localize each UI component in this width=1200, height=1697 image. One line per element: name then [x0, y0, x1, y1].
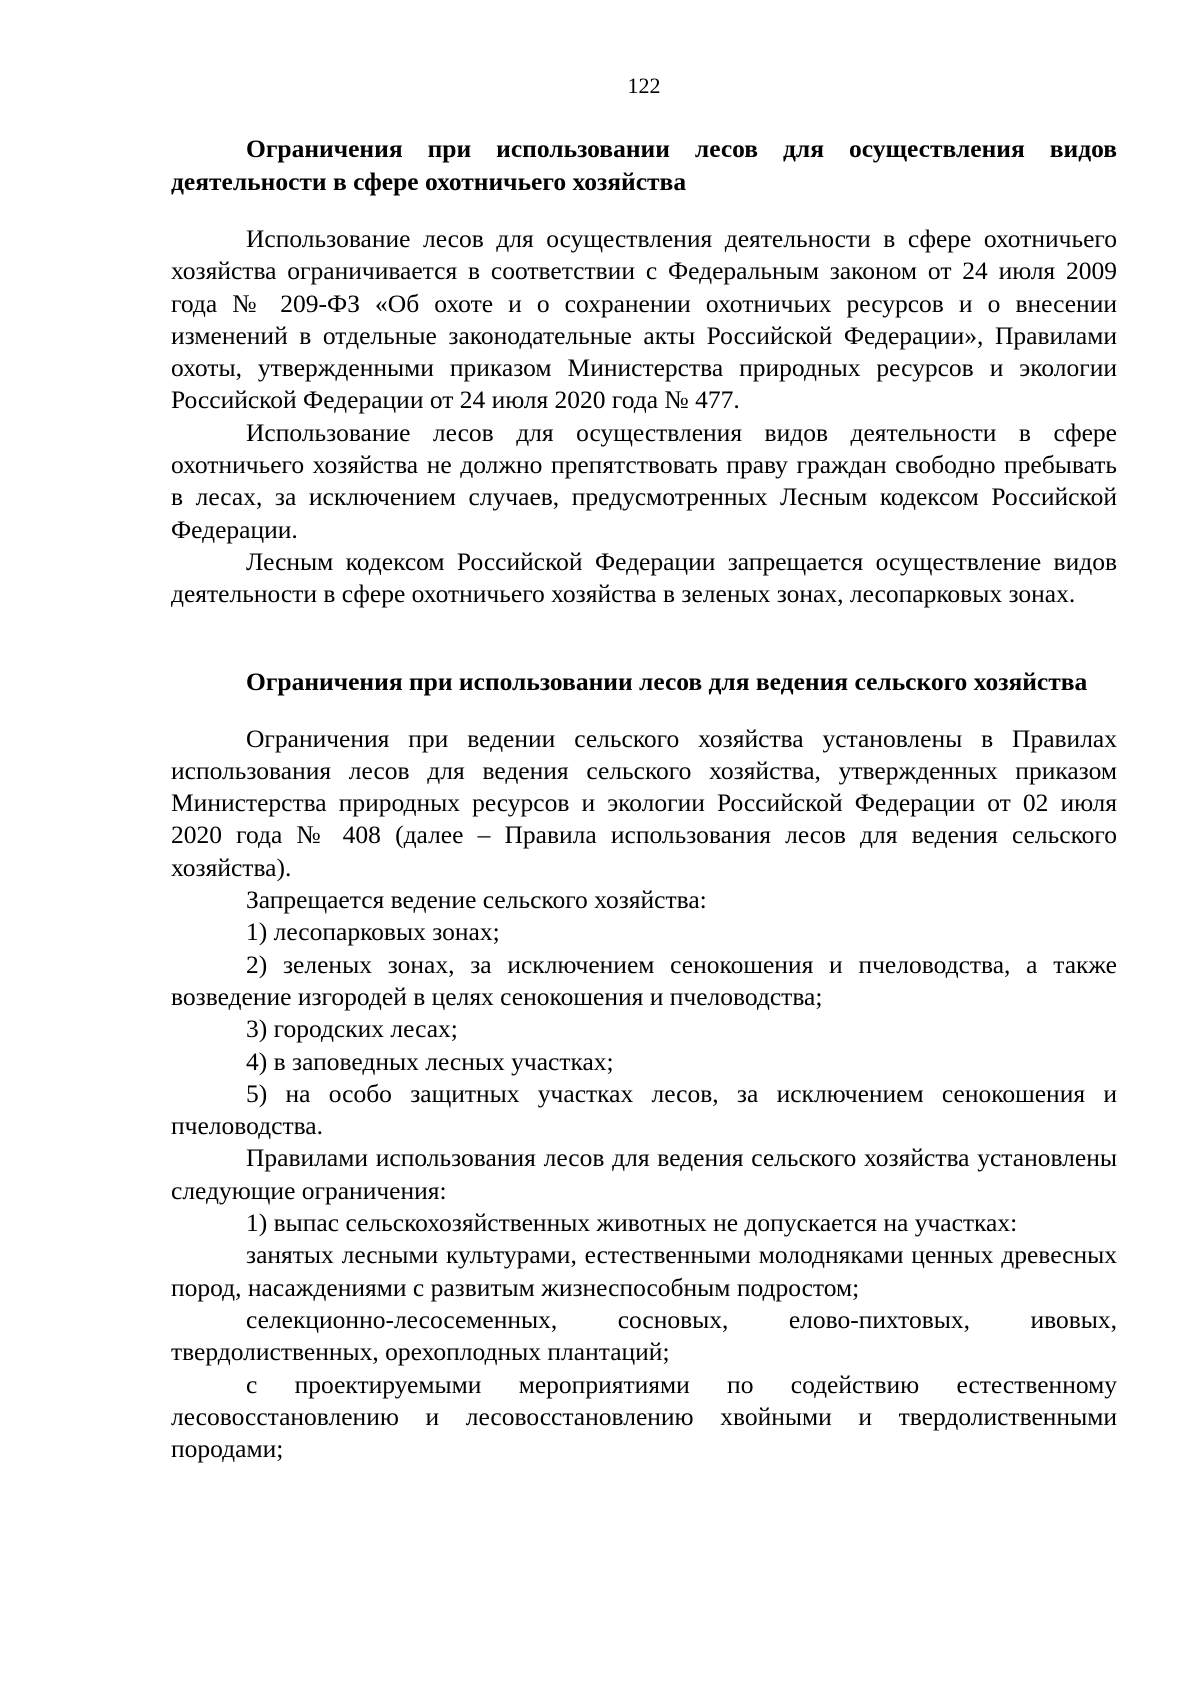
paragraph: Ограничения при ведении сельского хозяйства установлены в Правилах использования лесов для ведения сельского хозяйства, утвержденных приказом Министерства природных ресурсов и экологии Российской Федерации от 02 июля 2020 года № 408 (далее – Правила использования лесов для ведения сельского хозяйства). — [171, 723, 1117, 882]
section-agriculture — [171, 665, 1117, 1466]
section-hunting — [171, 132, 1117, 611]
list-item: селекционно-лесосеменных, сосновых, елово-пихтовых, ивовых, твердолиственных, орехоплодных плантаций; — [171, 1304, 1117, 1367]
list-item: 5) на особо защитных участках лесов, за исключением сенокошения и пчеловодства. — [171, 1078, 1117, 1141]
section-heading: Ограничения при использовании лесов для осуществления видов деятельности в сфере охотничьего хозяйства — [171, 134, 1117, 196]
list-item: с проектируемыми мероприятиями по содействию естественному лесовосстановлению и лесовосстановлению хвойными и твердолиственными породами; — [171, 1369, 1117, 1464]
page-number: 122 — [627, 73, 661, 98]
section-heading: Ограничения при использовании лесов для ведения сельского хозяйства — [246, 666, 1088, 696]
list-item: 1) лесопарковых зонах; — [246, 917, 500, 947]
list-item: занятых лесными культурами, естественными молодняками ценных древесных пород, насаждениями с развитым жизнеспособным подростом; — [171, 1240, 1117, 1302]
paragraph: Использование лесов для осуществления деятельности в сфере охотничьего хозяйства ограничивается в соответствии с Федеральным законом от 24 июля 2009 года № 209-ФЗ «Об охоте и о сохранении охотничьих ресурсов и о внесении изменений в отдельные законодательные акты Российской Федерации», Правилами охоты, утвержденными приказом Министерства природных ресурсов и экологии Российской Федерации от 24 июля 2020 года № 477. — [171, 224, 1117, 415]
list-item: 4) в заповедных лесных участках; — [246, 1046, 614, 1076]
paragraph: Правилами использования лесов для ведения сельского хозяйства установлены следующие ограничения: — [171, 1143, 1117, 1205]
paragraph: Лесным кодексом Российской Федерации запрещается осуществление видов деятельности в сфере охотничьего хозяйства в зеленых зонах, лесопарковых зонах. — [171, 546, 1117, 609]
paragraph: Использование лесов для осуществления видов деятельности в сфере охотничьего хозяйства не должно препятствовать праву граждан свободно пребывать в лесах, за исключением случаев, предусмотренных Лесным кодексом Российской Федерации. — [171, 417, 1117, 544]
paragraph: Запрещается ведение сельского хозяйства: — [246, 885, 707, 915]
list-item: 1) выпас сельскохозяйственных животных не допускается на участках: — [246, 1208, 1018, 1238]
list-item: 2) зеленых зонах, за исключением сенокошения и пчеловодства, а также возведение изгородей в целях сенокошения и пчеловодства; — [171, 949, 1117, 1011]
list-item: 3) городских лесах; — [246, 1014, 458, 1044]
document-body — [171, 132, 1117, 1465]
